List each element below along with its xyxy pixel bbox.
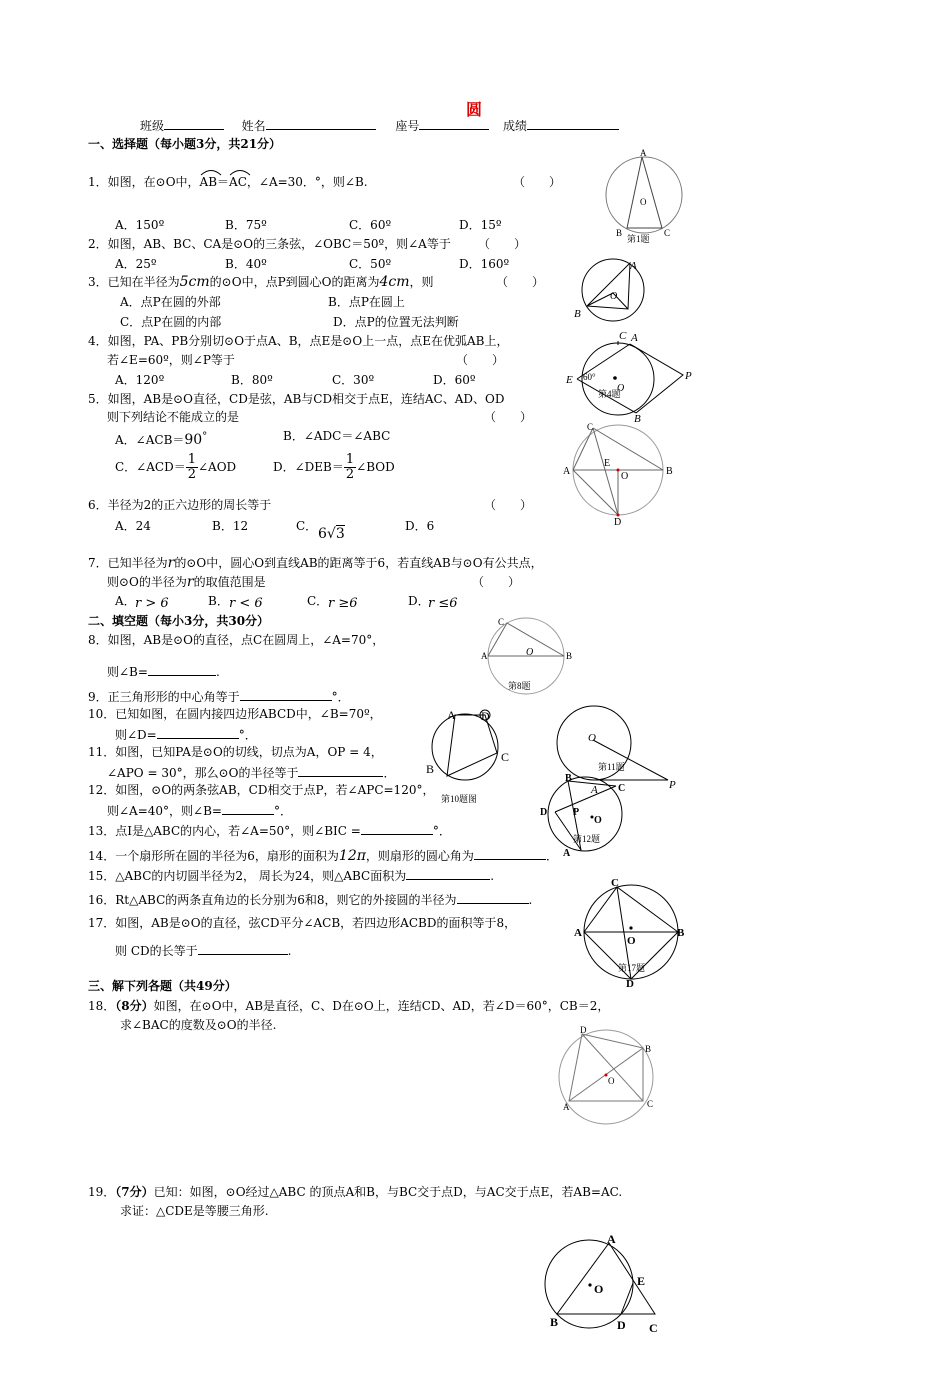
q10-blank[interactable] bbox=[157, 726, 239, 739]
svg-text:C: C bbox=[501, 750, 510, 764]
svg-text:B: B bbox=[616, 228, 623, 238]
q7-opt-b-value: r < 6 bbox=[229, 596, 263, 611]
q4-line2: 若∠E=60º，则∠P等于 bbox=[107, 353, 235, 367]
q4-paren[interactable]: （ ） bbox=[456, 353, 505, 367]
q15-blank[interactable] bbox=[406, 867, 490, 880]
svg-text:C: C bbox=[664, 228, 671, 238]
svg-text:O: O bbox=[608, 1076, 615, 1086]
svg-text:C: C bbox=[498, 617, 505, 627]
q19-line2: 求证：△CDE是等腰三角形. bbox=[120, 1204, 269, 1218]
svg-text:O: O bbox=[526, 647, 534, 658]
q18-line1: 18．（8分）如图，在⊙O中，AB是直径，C、D在⊙O上，连结CD、AD，若∠D＝60°，CB＝2， bbox=[88, 999, 610, 1013]
q3-opt-c[interactable]: C．点P在圆的内部 bbox=[120, 315, 222, 329]
name-label: 姓名 bbox=[241, 119, 266, 133]
svg-text:C: C bbox=[647, 1099, 654, 1109]
svg-text:O: O bbox=[610, 291, 618, 302]
svg-text:A: A bbox=[447, 708, 456, 722]
svg-text:D: D bbox=[617, 1318, 626, 1332]
svg-text:A: A bbox=[481, 651, 488, 661]
svg-text:第1题: 第1题 bbox=[627, 234, 650, 244]
q7-opt-c-value: r ≥6 bbox=[328, 596, 358, 611]
q9: 9．正三角形形的中心角等于 °． bbox=[88, 690, 350, 704]
q1-stem-b: ，∠A=30．°，则∠B. bbox=[246, 175, 368, 189]
seat-label: 座号 bbox=[395, 119, 420, 133]
q5-line1: 5．如图，AB是⊙O直径，CD是弦，AB与CD相交于点E，连结AC、AD、OD bbox=[88, 392, 505, 406]
q7-line1: 7．已知半径为r的⊙O中，圆心O到直线AB的距离等于6，若直线AB与⊙O有公共点， bbox=[88, 555, 543, 571]
score-label: 成绩 bbox=[503, 119, 528, 133]
q1-opt-d[interactable]: D．15º bbox=[459, 218, 502, 232]
q7-opt-a[interactable]: A． bbox=[115, 594, 136, 608]
q7-opt-a-value: r > 6 bbox=[135, 596, 169, 611]
figure-q12 bbox=[538, 770, 628, 860]
svg-text:P: P bbox=[685, 370, 692, 382]
q4-line1: 4．如图，PA、PB分别切⊙O于点A、B，点E是⊙O上一点，点E在优弧AB上， bbox=[88, 334, 509, 348]
q1-opt-c[interactable]: C．60º bbox=[349, 218, 392, 232]
q5-opt-b[interactable]: B．∠ADC＝∠ABC bbox=[283, 429, 391, 443]
q1-stem-a: 1．如图，在⊙O中， bbox=[88, 175, 200, 189]
score-blank[interactable] bbox=[527, 117, 619, 130]
svg-text:A: A bbox=[574, 927, 582, 939]
arc-mark-icon bbox=[200, 168, 222, 176]
q7-opt-c[interactable]: C． bbox=[307, 594, 329, 608]
q11-blank[interactable] bbox=[298, 764, 383, 777]
q4-opt-c[interactable]: C．30º bbox=[332, 373, 375, 387]
q18-line2: 求∠BAC的度数及⊙O的半径. bbox=[120, 1018, 277, 1032]
q1-opt-b[interactable]: B．75º bbox=[225, 218, 267, 232]
q7-paren[interactable]: （ ） bbox=[472, 575, 521, 589]
svg-text:O: O bbox=[621, 471, 629, 482]
svg-text:B: B bbox=[565, 773, 572, 784]
svg-text:O: O bbox=[640, 197, 647, 207]
q3-opt-a[interactable]: A．点P在圆的外部 bbox=[120, 295, 221, 309]
q3-radius: 5cm bbox=[179, 274, 210, 290]
q1-arc-ac: AC bbox=[229, 175, 247, 190]
svg-text:O: O bbox=[627, 935, 636, 947]
figure-q8 bbox=[480, 613, 580, 693]
class-label: 班级 bbox=[140, 119, 165, 133]
q7-line2: 则⊙O的半径为r的取值范围是 bbox=[107, 574, 266, 590]
q3-paren[interactable]: （ ） bbox=[496, 275, 545, 289]
q8-line1: 8．如图，AB是⊙O的直径，点C在圆周上，∠A=70°， bbox=[88, 633, 385, 647]
figure-q19 bbox=[543, 1230, 673, 1340]
q13: 13．点I是△ABC的内心，若∠A=50°，则∠BIC = °． bbox=[88, 824, 451, 838]
q1-arc-ab: AB bbox=[200, 175, 217, 190]
class-blank[interactable] bbox=[164, 117, 224, 130]
q3-stem: 3．已知在半径为5cm的⊙O中，点P到圆心O的距离为4cm，则 bbox=[88, 274, 434, 290]
q6-paren[interactable]: （ ） bbox=[484, 498, 533, 512]
svg-text:E: E bbox=[637, 1274, 646, 1288]
q13-blank[interactable] bbox=[361, 822, 433, 835]
svg-text:A: A bbox=[607, 1232, 616, 1246]
figure-q18 bbox=[556, 1022, 666, 1132]
q7-opt-d-value: r ≤6 bbox=[428, 596, 458, 611]
q6-opt-d[interactable]: D．6 bbox=[405, 519, 435, 533]
svg-text:O: O bbox=[588, 732, 596, 744]
svg-text:E: E bbox=[566, 374, 573, 386]
q1-opt-a[interactable]: A．150º bbox=[115, 218, 165, 232]
q7-opt-d[interactable]: D． bbox=[408, 594, 430, 608]
svg-text:D: D bbox=[626, 978, 634, 990]
q3-opt-d[interactable]: D．点P的位置无法判断 bbox=[333, 315, 459, 329]
q2-opt-c[interactable]: C．50º bbox=[349, 257, 392, 271]
q17-line2: 则 CD的长等于 . bbox=[115, 944, 292, 958]
svg-text:A: A bbox=[563, 848, 571, 859]
svg-text:第8题: 第8题 bbox=[508, 681, 531, 691]
q6-opt-c[interactable]: C． bbox=[296, 519, 318, 533]
q5-opt-a[interactable]: A．∠ACB＝90° bbox=[115, 431, 208, 448]
q10-line1: 10．已知如图，在圆内接四边形ABCD中，∠B=70º， bbox=[88, 707, 382, 721]
svg-text:A: A bbox=[563, 1102, 570, 1112]
student-info-row bbox=[140, 117, 619, 134]
q3-distance: 4cm bbox=[379, 274, 410, 290]
svg-text:D: D bbox=[481, 709, 490, 723]
q6-opt-a[interactable]: A．24 bbox=[115, 519, 151, 533]
svg-text:C: C bbox=[611, 877, 619, 889]
svg-text:P: P bbox=[669, 779, 676, 791]
figure-q5 bbox=[563, 424, 683, 529]
section-choice: 一、选择题（每小题3分，共21分） bbox=[88, 137, 282, 151]
q14: 14．一个扇形所在圆的半径为6，扇形的面积为12π，则扇形的圆心角为 ． bbox=[88, 848, 558, 864]
q17-line1: 17．如图，AB是⊙O的直径，弦CD平分∠ACB，若四边形ACBD的面积等于8， bbox=[88, 916, 517, 930]
svg-text:B: B bbox=[666, 466, 673, 477]
page-title: 圆 bbox=[466, 100, 483, 119]
svg-text:B: B bbox=[634, 413, 641, 425]
q5-opt-c[interactable]: C．∠ACD＝ $\frac{1}{2}$ ∠AOD bbox=[115, 452, 237, 482]
svg-text:第11题: 第11题 bbox=[598, 762, 625, 772]
figure-q17 bbox=[570, 875, 690, 990]
svg-text:D: D bbox=[580, 1025, 587, 1035]
q4-opt-b[interactable]: B．80º bbox=[231, 373, 273, 387]
q14-blank[interactable] bbox=[474, 847, 546, 860]
q7-opt-b[interactable]: B． bbox=[208, 594, 229, 608]
svg-text:P: P bbox=[573, 807, 580, 818]
svg-text:O: O bbox=[617, 383, 625, 394]
arc-mark-icon bbox=[229, 168, 251, 176]
svg-text:O: O bbox=[594, 1282, 604, 1296]
svg-text:第12题: 第12题 bbox=[573, 834, 601, 844]
section-fill: 二、填空题（每小3分，共30分） bbox=[88, 614, 270, 628]
q1-paren[interactable]: （ ） bbox=[513, 175, 562, 189]
q9-blank[interactable] bbox=[240, 688, 332, 701]
svg-text:A: A bbox=[631, 332, 638, 344]
name-blank[interactable] bbox=[266, 117, 376, 130]
figure-q4 bbox=[563, 327, 703, 427]
svg-text:A: A bbox=[640, 148, 647, 158]
svg-text:A: A bbox=[591, 784, 598, 796]
svg-text:D: D bbox=[614, 517, 622, 528]
svg-text:B: B bbox=[550, 1315, 559, 1329]
q11-line1: 11．如图，已知PA是⊙O的切线，切点为A，OP = 4， bbox=[88, 745, 383, 759]
q12-line2: 则∠A=40°，则∠B= °． bbox=[107, 804, 292, 818]
q10-line2: 则∠D= °． bbox=[115, 728, 257, 742]
svg-text:B: B bbox=[574, 308, 581, 320]
svg-text:C: C bbox=[618, 783, 626, 794]
q1-stem bbox=[88, 175, 368, 190]
q12-line1: 12．如图，⊙O的两条弦AB，CD相交于点P，若∠APC=120°， bbox=[88, 783, 435, 797]
q6-opt-c-value: 6√3 bbox=[318, 526, 345, 542]
q8-line2: 则∠B= . bbox=[107, 665, 220, 679]
q6-stem: 6．半径为2的正六边形的周长等于 bbox=[88, 498, 272, 512]
svg-text:第10题图: 第10题图 bbox=[441, 794, 478, 804]
q3-opt-b[interactable]: B．点P在圆上 bbox=[328, 295, 405, 309]
q5-line2: 则下列结论不能成立的是 bbox=[107, 410, 240, 424]
svg-text:C: C bbox=[649, 1321, 658, 1335]
q2-opt-b[interactable]: B．40º bbox=[225, 257, 267, 271]
svg-text:E: E bbox=[604, 458, 611, 469]
svg-text:C: C bbox=[587, 422, 594, 432]
svg-text:D: D bbox=[540, 807, 548, 818]
q2-stem: 2．如图，AB、BC、CA是⊙O的三条弦，∠OBC＝50º，则∠A等于 bbox=[88, 237, 451, 251]
q2-opt-a[interactable]: A．25º bbox=[115, 257, 157, 271]
q5-opt-d[interactable]: D．∠DEB＝ $\frac{1}{2}$ ∠BOD bbox=[273, 452, 395, 482]
q11-line2: ∠APO = 30°，那么⊙O的半径等于 ． bbox=[107, 766, 396, 780]
svg-text:B: B bbox=[426, 762, 435, 776]
svg-text:A: A bbox=[630, 260, 637, 272]
svg-text:C: C bbox=[619, 330, 627, 342]
svg-text:B: B bbox=[645, 1044, 652, 1054]
q4-opt-a[interactable]: A．120º bbox=[115, 373, 165, 387]
q12-blank[interactable] bbox=[222, 802, 274, 815]
q14-area: 12π bbox=[338, 848, 366, 864]
q5-paren[interactable]: （ ） bbox=[484, 410, 533, 424]
q15: 15．△ABC的内切圆半径为2， 周长为24，则△ABC面积为 . bbox=[88, 869, 495, 883]
seat-blank[interactable] bbox=[419, 117, 489, 130]
q8-blank[interactable] bbox=[148, 663, 216, 676]
svg-text:第4题: 第4题 bbox=[598, 389, 621, 399]
q16: 16．Rt△ABC的两条直角边的长分别为6和8，则它的外接圆的半径为 . bbox=[88, 893, 533, 907]
q2-opt-d[interactable]: D．160º bbox=[459, 257, 510, 271]
q1-eq: ＝ bbox=[217, 175, 230, 189]
q4-opt-d[interactable]: D．60º bbox=[433, 373, 476, 387]
q6-opt-b[interactable]: B．12 bbox=[212, 519, 249, 533]
svg-text:B: B bbox=[566, 651, 573, 661]
q16-blank[interactable] bbox=[457, 891, 529, 904]
q2-paren[interactable]: （ ） bbox=[478, 237, 527, 251]
svg-text:O: O bbox=[594, 815, 602, 826]
svg-text:A: A bbox=[563, 466, 571, 477]
figure-q2 bbox=[570, 253, 650, 328]
section-solve: 三、解下列各题（共49分） bbox=[88, 979, 237, 993]
svg-text:第17题: 第17题 bbox=[618, 963, 646, 973]
figure-q10 bbox=[423, 705, 523, 805]
svg-text:B: B bbox=[677, 927, 685, 939]
svg-text:60°: 60° bbox=[583, 372, 596, 382]
figure-q1 bbox=[600, 150, 690, 250]
q19-line1: 19．（7分）已知：如图，⊙O经过△ABC 的顶点A和B，与BC交于点D，与AC交于点E，若AB=AC. bbox=[88, 1185, 623, 1199]
q17-blank[interactable] bbox=[198, 942, 288, 955]
